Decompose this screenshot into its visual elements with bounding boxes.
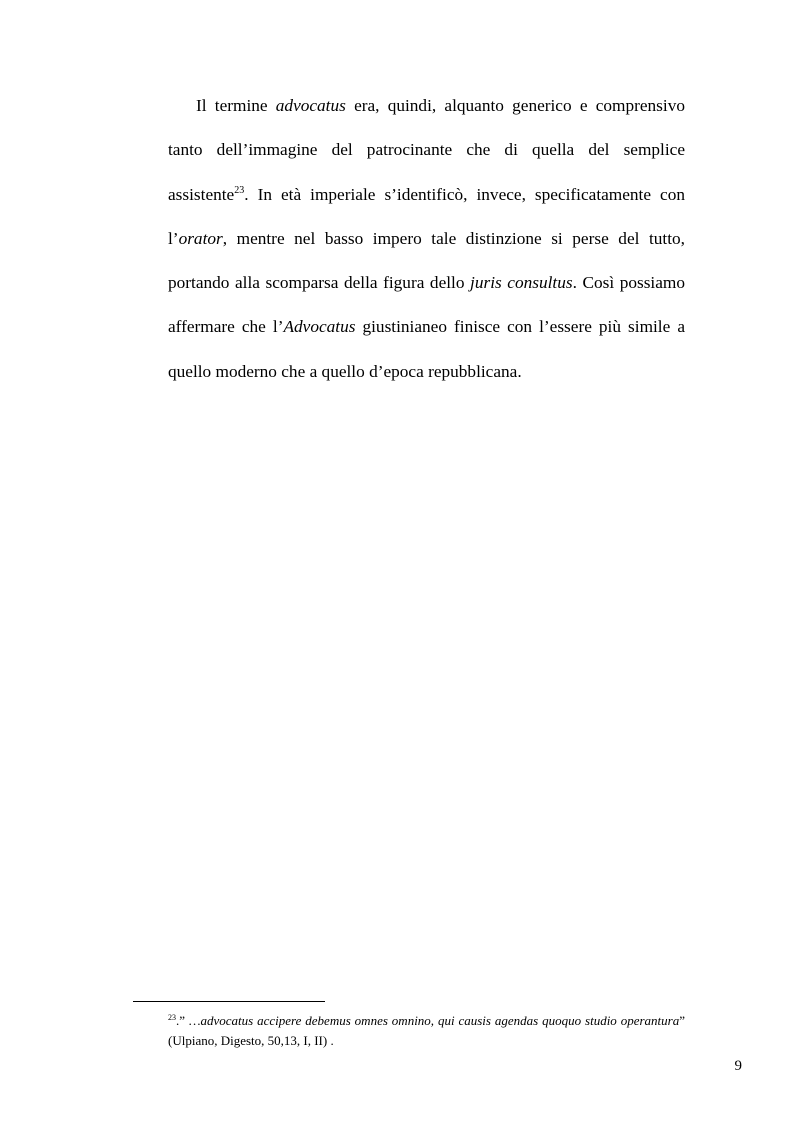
footnote — [168, 1011, 685, 1050]
text-run: giustinianeo finisce con l’essere più simile a quello moderno che a quello d’epoca repubblicana. — [168, 317, 685, 381]
text-run: , mentre nel basso impero tale distinzione si perse del tutto, portando alla scomparsa della figura dello — [168, 228, 685, 293]
text-run: era, quindi, alquanto generico e comprensivo tanto dell’immagine del patrocinante che di quella del semplice assistente — [168, 96, 685, 204]
footnote-separator — [133, 1001, 325, 1002]
footnote-open-quote: .” — [176, 1013, 189, 1028]
text-run: . In età imperiale s’identificò, invece, specificatamente con l’ — [168, 184, 685, 248]
footnote-number: 23 — [168, 1013, 176, 1022]
italic-term-orator: orator — [178, 228, 223, 248]
text-run: . Così possiamo affermare che l’ — [168, 273, 685, 337]
footnote-latin-quote: …advocatus accipere debemus omnes omnino, qui causis agendas quoquo studio operantura — [188, 1013, 680, 1028]
body-paragraph — [168, 84, 685, 394]
italic-term-advocatus: advocatus — [275, 96, 346, 115]
italic-term-advocatus-capital: Advocatus — [283, 317, 356, 337]
page-number: 9 — [734, 1058, 742, 1074]
italic-term-juris-consultus: juris consultus — [470, 273, 573, 293]
footnote-citation: ” (Ulpiano, Digesto, 50,13, I, II) . — [168, 1013, 685, 1048]
text-run: Il termine — [196, 96, 276, 115]
footnote-reference[interactable]: 23 — [234, 184, 245, 196]
